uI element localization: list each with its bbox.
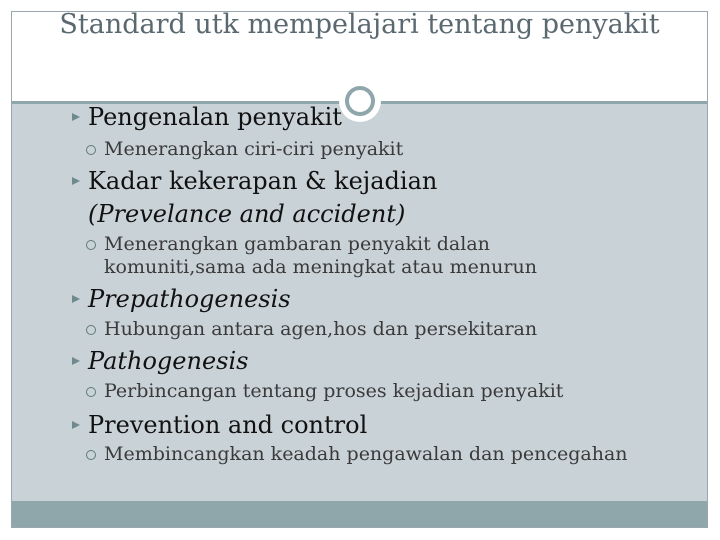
arrow-bullet-icon xyxy=(72,421,80,429)
footer-bar xyxy=(12,501,707,527)
item-heading-kadar-line2: (Prevelance and accident) xyxy=(88,200,406,228)
arrow-bullet-icon xyxy=(72,113,80,121)
arrow-bullet-icon xyxy=(72,295,80,303)
hollow-circle-bullet-icon xyxy=(86,240,96,250)
item-heading-prevention: Prevention and control xyxy=(88,411,368,439)
item-heading-pengenalan: Pengenalan penyakit xyxy=(88,103,342,131)
hollow-circle-bullet-icon xyxy=(86,145,96,155)
item-sub-kadar: Menerangkan gambaran penyakit dalan xyxy=(104,233,490,255)
item-sub-prepathogenesis: Hubungan antara agen,hos dan persekitaran xyxy=(104,318,538,340)
ring-icon xyxy=(339,80,381,122)
hollow-circle-bullet-icon xyxy=(86,325,96,335)
slide-title: Standard utk mempelajari tentang penyakit xyxy=(59,9,660,40)
item-sub-pathogenesis: Perbincangan tentang proses kejadian penyakit xyxy=(104,380,564,402)
hollow-circle-bullet-icon xyxy=(86,450,96,460)
item-heading-kadar: Kadar kekerapan & kejadian xyxy=(88,167,438,195)
hollow-circle-bullet-icon xyxy=(86,387,96,397)
item-heading-prepathogenesis: Prepathogenesis xyxy=(88,285,291,313)
arrow-bullet-icon xyxy=(72,357,80,365)
item-heading-pathogenesis: Pathogenesis xyxy=(88,347,249,375)
item-sub-pengenalan: Menerangkan ciri-ciri penyakit xyxy=(104,138,404,160)
arrow-bullet-icon xyxy=(72,177,80,185)
item-sub-kadar-line2: komuniti,sama ada meningkat atau menurun xyxy=(104,256,537,278)
item-sub-prevention: Membincangkan keadah pengawalan dan pencegahan xyxy=(104,443,628,465)
